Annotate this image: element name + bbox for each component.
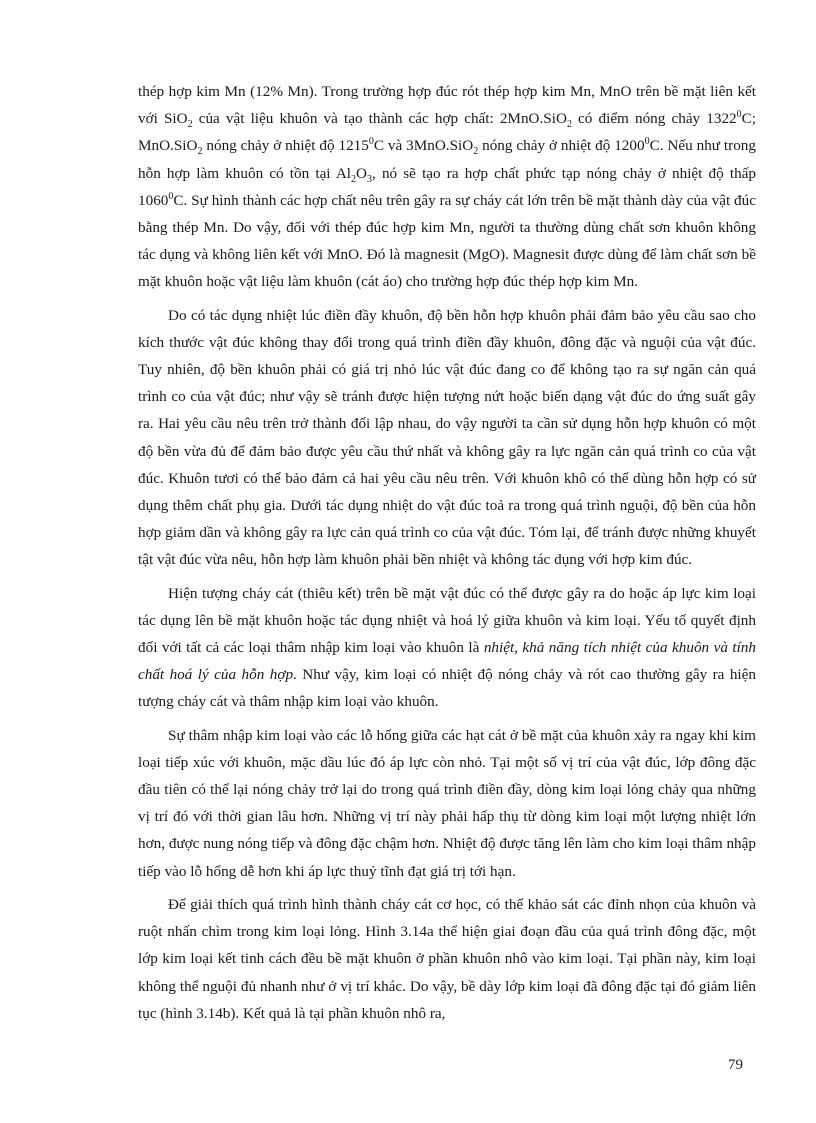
text-run: nóng chảy ở nhiệt độ 1215 bbox=[202, 137, 369, 155]
superscript: 0 bbox=[644, 136, 650, 148]
text-run: , nó sẽ tạo ra hợp chất phức tạp nóng chảy ở nhiệt độ thấp 1060 bbox=[138, 164, 757, 209]
text-run: C; MnO.SiO bbox=[138, 110, 756, 155]
text-run: . Như vậy, kim loại có nhiệt độ nóng chảy và rót cao thường gây ra hiện tượng cháy cát và thâm nhập kim loại vào khuôn. bbox=[138, 666, 756, 711]
text-run: của vật liệu khuôn và tạo thành các hợp chất: 2MnO.SiO bbox=[192, 110, 567, 128]
text-run: C. Sự hình thành các hợp chất nêu trên gây ra sự cháy cát lớn trên bề mặt thành dày của vật đúc bằng thép Mn. Do vậy, đối với thép đúc hợp kim Mn, người ta thường dùng chất sơn khuôn không tác dụng và không liên kết với MnO. Đó là magnesit (MgO). Magnesit được dùng để làm chất sơn bề mặt khuôn hoặc vật liệu làm khuôn (cát áo) cho trường hợp đúc thép hợp kim Mn. bbox=[138, 191, 756, 291]
superscript: 0 bbox=[168, 190, 174, 202]
text-run: C và 3MnO.SiO bbox=[373, 137, 474, 155]
subscript: 2 bbox=[197, 146, 203, 158]
paragraph-2 bbox=[138, 302, 756, 574]
subscript: 3 bbox=[367, 173, 372, 185]
paragraph-4 bbox=[138, 722, 756, 885]
text-run: thép hợp kim Mn (12% Mn). Trong trường hợp đúc rót thép hợp kim Mn, MnO trên bề mặt liên kết với SiO bbox=[138, 83, 756, 128]
paragraph-1 bbox=[138, 78, 756, 296]
text-run: Do có tác dụng nhiệt lúc điền đầy khuôn, độ bền hỗn hợp khuôn phải đảm bảo yêu cầu sao cho kích thước vật đúc không thay đổi trong quá trình điền đầy khuôn, đông đặc và nguội của vật đúc. Tuy nhiên, độ bền khuôn phải có giá trị nhỏ lúc vật đúc đang co để không tạo ra sự ngăn cản quá trình co của vật đúc; như vậy sẽ tránh được hiện tượng nứt hoặc biến dạng vật đúc do ứng suất gây ra. Hai yêu cầu nêu trên trở thành đối lập nhau, do vậy người ta cần sử dụng hỗn hợp khuôn có một độ bền vừa đủ để đảm bảo được yêu cầu thứ nhất và không gây ra lực ngăn cản quá trình co của vật đúc. Khuôn tươi có thể bảo đảm cả hai yêu cầu nêu trên. Với khuôn khô có thể dùng hỗn hợp có sử dụng thêm chất phụ gia. Dưới tác dụng nhiệt do vật đúc toả ra trong quá trình nguội, độ bền của hỗn hợp giảm dần và không gây ra lực cản quá trình co của vật đúc. Tóm lại, để tránh được những khuyết tật vật đúc vừa nêu, hỗn hợp làm khuôn phải bền nhiệt và không tác dụng với hợp kim đúc. bbox=[138, 306, 756, 569]
subscript: 2 bbox=[566, 119, 572, 131]
italic-run: nhiệt, khả năng tích nhiệt của khuôn và tính chất hoá lý của hỗn hợp bbox=[138, 639, 756, 684]
paragraph-3 bbox=[138, 580, 756, 716]
text-run: có điểm nóng chảy 1322 bbox=[571, 110, 737, 128]
text-run: Để giải thích quá trình hình thành cháy cát cơ học, có thể khảo sát các đỉnh nhọn của khuôn và ruột nhấn chìm trong kim loại lỏng. Hình 3.14a thể hiện giai đoạn đầu của quá trình đông đặc, một lớp kim loại kết tinh cách đều bề mặt khuôn ở phần khuôn nhô vào kim loại. Tại phần này, kim loại không thể nguội đủ nhanh như ở vị trí khác. Do vậy, bề dày lớp kim loại đã đông đặc tại đó giảm liên tục (hình 3.14b). Kết quả là tại phần khuôn nhô ra, bbox=[138, 895, 756, 1022]
subscript: 2 bbox=[351, 173, 357, 185]
text-run: nóng chảy ở nhiệt độ 1200 bbox=[478, 137, 645, 155]
subscript: 2 bbox=[187, 119, 193, 131]
text-run: Hiện tượng cháy cát (thiêu kết) trên bề mặt vật đúc có thể được gây ra do hoặc áp lực kim loại tác dụng lên bề mặt khuôn hoặc tác dụng nhiệt và hoá lý giữa khuôn và kim loại. Yếu tố quyết định đối với tất cả các loại thâm nhập kim loại vào khuôn là bbox=[138, 584, 756, 657]
text-run: O bbox=[356, 164, 367, 182]
subscript: 2 bbox=[473, 146, 479, 158]
page-body bbox=[138, 78, 756, 1033]
superscript: 0 bbox=[736, 109, 742, 121]
superscript: 0 bbox=[368, 136, 374, 148]
text-run: C. Nếu như trong hỗn hợp làm khuôn có tồn tại Al bbox=[138, 137, 756, 182]
text-run: Sự thâm nhập kim loại vào các lỗ hổng giữa các hạt cát ở bề mặt của khuôn xảy ra ngay khi kim loại tiếp xúc với khuôn, mặc dầu lúc đó áp lực còn nhỏ. Tại một số vị trí của vật đúc, lớp đông đặc đầu tiên có thể lại nóng chảy trở lại do trong quá trình điền đầy, dòng kim loại lỏng chảy qua những vị trí đó với thời gian lâu hơn. Những vị trí này phải hấp thụ từ dòng kim loại một lượng nhiệt lớn hơn, được nung nóng tiếp và đông đặc chậm hơn. Nhiệt độ được tăng lên làm cho kim loại thâm nhập tiếp vào lỗ hổng dễ hơn khi áp lực thuỷ tĩnh đạt giá trị tới hạn. bbox=[138, 726, 756, 880]
page-number: 79 bbox=[728, 1057, 743, 1073]
paragraph-5 bbox=[138, 891, 756, 1027]
